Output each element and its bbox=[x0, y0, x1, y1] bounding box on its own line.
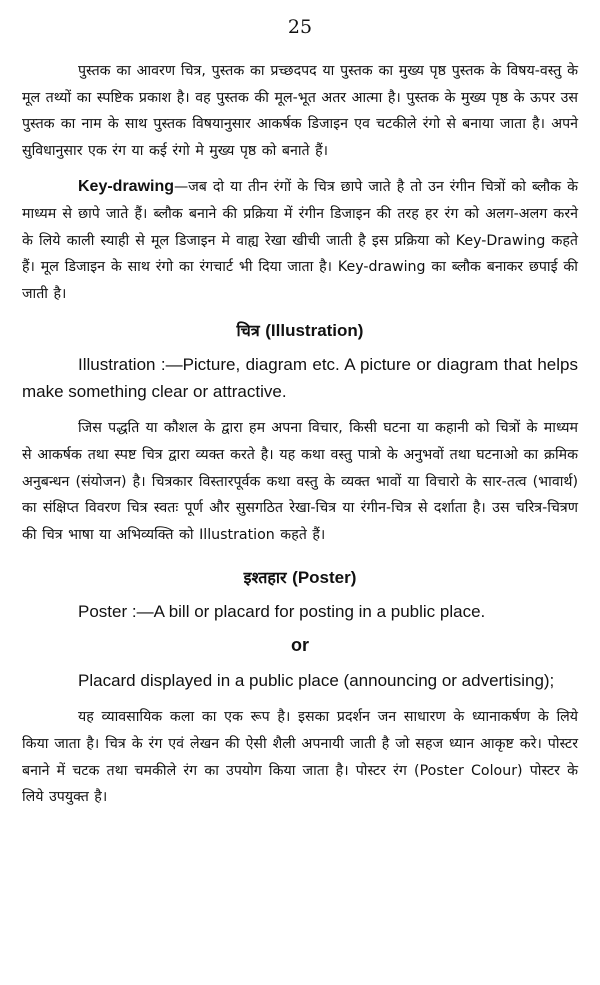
illustration-heading-hindi: चित्र bbox=[236, 321, 260, 341]
spacer bbox=[22, 548, 578, 564]
spacer bbox=[22, 307, 578, 317]
page-number: 25 bbox=[287, 16, 313, 38]
illustration-heading-english: (Illustration) bbox=[265, 321, 364, 341]
cover-paragraph: पुस्तक का आवरण चित्र, पुस्तक का प्रच्छदपद या पुस्तक का मुख्य पृष्ठ पुस्तक के विषय-वस्तु के मूल तथ्यों का स्पष्टिक प्रकाश है। वह पुस्तक की मूल-भूत अतर आत्मा है। पुस्तक के मुख्य पृष्ठ के ऊपर उस पुस्तक का नाम के साथ पुस्तक विषयानुसार आकर्षक डिजाइन एव चटकीले रंगो से बनाया जाता है। अपने सुविधानुसार एक रंग या कई रंगो मे मुख्य पृष्ठ को बनाते हैं। bbox=[22, 63, 578, 159]
illustration-definition: Illustration :—Picture, diagram etc. A picture or diagram that helps make something clear or attractive. bbox=[22, 355, 578, 402]
poster-paragraph: यह व्यावसायिक कला का एक रूप है। इसका प्रदर्शन जन साधारण के ध्यानाकर्षण के लिये किया जाता है। चित्र के रंग एवं लेखन की ऐसी शैली अपनायी जाती है जो सहज ध्यान आकृष्ट करे। पोस्टर बनाने में चटक तथा चमकीले रंग का उपयोग किया जाता है। पोस्टर रंग (Poster Colour) पोस्टर के लिये उपयुक्त है। bbox=[22, 709, 578, 806]
poster-heading-hindi: इश्तहार bbox=[243, 568, 287, 588]
or-separator: or bbox=[291, 635, 309, 656]
illustration-heading bbox=[22, 317, 578, 345]
key-drawing-paragraph bbox=[22, 174, 578, 307]
illustration-paragraph: जिस पद्धति या कौशल के द्वारा हम अपना विचार, किसी घटना या कहानी को चित्रों के माध्यम से आकर्षक तथा स्पष्ट चित्र द्वारा व्यक्त करते है। यह कथा वस्तु पात्रो के अनुभवों तथा घटनाओ का क्रमिक अनुबन्धन (संयोजन) है। चित्रकार विस्तारपूर्वक कथा वस्तु के व्यक्त भावों या विचारो के सार-तत्व (भावार्थ) का संक्षिप्त विवरण चित्र स्वतः पूर्ण और सुसगठित रेखा-चित्र या रंगीन-चित्र से दर्शाता है। उस चरित्र-चित्रण की चित्र भाषा या अभिव्यक्ति को Illustration कहते हैं। bbox=[22, 420, 578, 543]
poster-definition: Poster :—A bill or placard for posting in a public place. bbox=[78, 602, 486, 622]
poster-heading bbox=[22, 564, 578, 592]
spacer bbox=[22, 164, 578, 174]
key-drawing-body: —जब दो या तीन रंगों के चित्र छापे जाते है तो उन रंगीन चित्रों को ब्लौक के माध्यम से छापे जाते हैं। ब्लौक बनाने की प्रक्रिया में रंगीन डिजाइन की तरह हर रंग को अलग-अलग करने के लिये काली स्याही से मूल डिजाइन मे वाह्य रेखा खीची जाती है इस प्रक्रिया को Key-Drawing कहते हैं। मूल डिजाइन के साथ रंगो का रंगचार्ट भी दिया जाता है। Key-drawing का ब्लौक बनाकर छपाई की जाती है। bbox=[22, 179, 578, 302]
poster-heading-english: (Poster) bbox=[292, 568, 357, 588]
key-drawing-term: Key-drawing bbox=[78, 178, 175, 196]
placard-definition: Placard displayed in a public place (announcing or advertising); bbox=[78, 671, 555, 691]
spacer bbox=[22, 694, 578, 704]
spacer bbox=[22, 405, 578, 415]
